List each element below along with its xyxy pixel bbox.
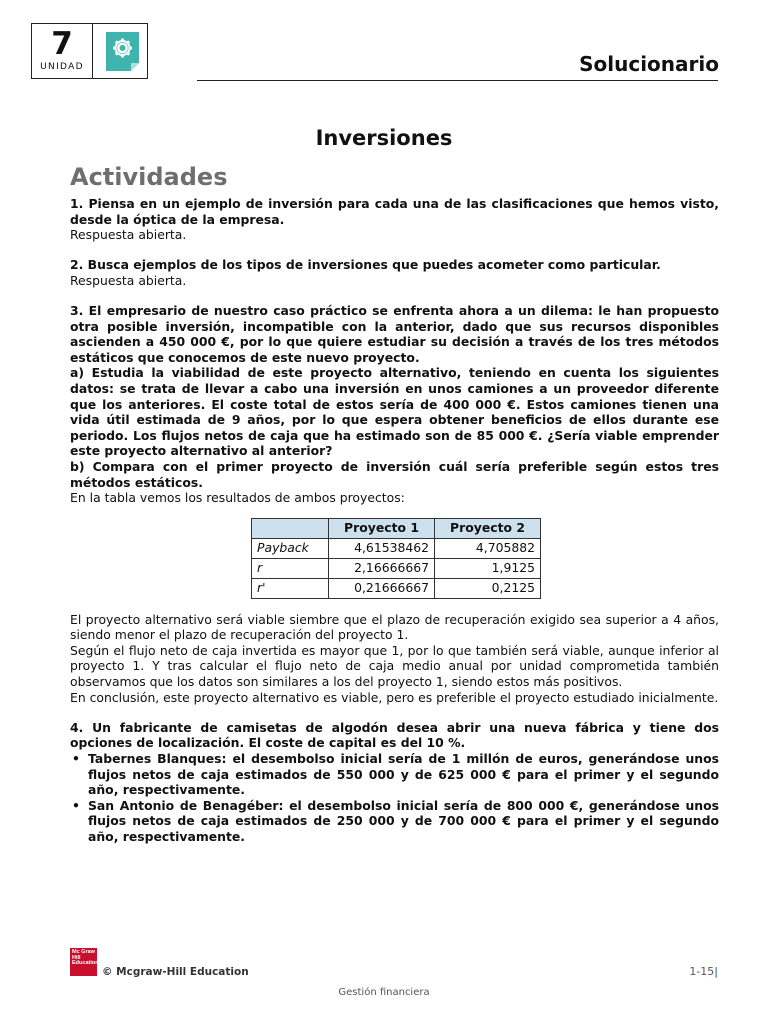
unit-number: 7 [51, 26, 73, 62]
activity-3-answer-1: El proyecto alternativo será viable siembre que el plazo de recuperación exigido sea superior a 4 años, siendo menor el plazo de recuperación del proyecto 1. [70, 611, 719, 643]
activity-3-answer-2: Según el flujo neto de caja invertida es mayor que 1, por lo que también será viable, aunque inferior al proyecto 1. Y tras calcular el flujo neto de caja medio anual por unidad comprometida también observamos que los datos son similares a los del proyecto 1, siendo estos más positivos. [70, 642, 719, 690]
table-cell: 4,705882 [435, 538, 541, 558]
activity-3-question-b: b) Compara con el primer proyecto de inversión cuál sería preferible según estos tres métodos estáticos. [70, 458, 719, 490]
results-table [251, 518, 541, 599]
table-header-cell [252, 518, 329, 538]
unit-badge [31, 23, 148, 79]
table-cell: 1,9125 [435, 558, 541, 578]
table-row-label: r [252, 558, 329, 578]
table-row [252, 538, 541, 558]
table-row [252, 578, 541, 598]
page-title: Inversiones [315, 126, 453, 150]
gear-document-icon [106, 32, 139, 71]
activity-3-question-a: a) Estudia la viabilidad de este proyecto alternativo, teniendo en cuenta los siguientes datos: se trata de llevar a cabo una inversión en unos camiones a un proveedor diferente que los anteriores. El coste total de estos sería de 400 000 €. Estos camiones tienen una vida útil estimada de 9 años, por lo que espera obtener beneficios de ellos durante ese periodo. Los flujos netos de caja que ha estimado son de 85 000 €. ¿Sería viable emprender este proyecto alternativo al anterior? [70, 365, 719, 459]
activity-4-options [70, 751, 719, 845]
section-title: Solucionario [579, 52, 719, 76]
page-number-bar: | [714, 965, 718, 978]
activity-3-table-intro: En la tabla vemos los resultados de ambos proyectos: [70, 490, 405, 506]
table-row-label: r' [252, 578, 329, 598]
activity-1-question: 1. Piensa en un ejemplo de inversión para cada una de las clasificaciones que hemos visto, desde la óptica de la empresa. [70, 196, 719, 227]
logo-text: Mc Graw Hill Education [72, 949, 99, 967]
unit-label: UNIDAD [40, 62, 84, 72]
publisher-credit: © Mcgraw-Hill Education [102, 966, 249, 978]
list-item: • San Antonio de Benagéber: el desembolso inicial sería de 800 000 €, generándose unos flujos netos de caja estimados de 250 000 y de 700 000 € para el primer y el segundo año, respectivamente. [88, 798, 719, 845]
activities-content [70, 196, 719, 845]
subject-footer: Gestión financiera [338, 987, 430, 998]
publisher-logo [70, 948, 97, 976]
section-heading: Actividades [70, 163, 228, 191]
table-cell: 2,16666667 [329, 558, 435, 578]
table-cell: 0,2125 [435, 578, 541, 598]
table-cell: 0,21666667 [329, 578, 435, 598]
activity-3-question-intro: 3. El empresario de nuestro caso práctico se enfrenta ahora a un dilema: le han propuesto otra posible inversión, incompatible con la anterior, dado que sus recursos disponibles ascienden a 450 000 €, por lo que quiere estudiar su decisión a través de los tres métodos estáticos que conocemos de este nuevo proyecto. [70, 302, 719, 365]
page-number-text: 1-15 [689, 965, 715, 978]
table-cell: 4,61538462 [329, 538, 435, 558]
table-row [252, 558, 541, 578]
activity-2-answer: Respuesta abierta. [70, 272, 187, 288]
table-header-cell: Proyecto 1 [329, 518, 435, 538]
activity-3-answer-3: En conclusión, este proyecto alternativo es viable, pero es preferible el proyecto estudiado inicialmente. [70, 689, 719, 705]
activity-1-answer: Respuesta abierta. [70, 227, 187, 243]
list-item: • Tabernes Blanques: el desembolso inicial sería de 1 millón de euros, generándose unos flujos netos de caja estimados de 550 000 y de 625 000 € para el primer y el segundo año, respectivamente. [88, 751, 719, 798]
table-header-cell: Proyecto 2 [435, 518, 541, 538]
activity-2-question: 2. Busca ejemplos de los tipos de inversiones que puedes acometer como particular. [70, 257, 661, 273]
header-rule [197, 80, 718, 81]
unit-number-box [32, 24, 93, 78]
page-number [689, 965, 718, 978]
activity-4-question: 4. Un fabricante de camisetas de algodón desea abrir una nueva fábrica y tiene dos opciones de localización. El coste de capital es del 10 %. [70, 719, 719, 751]
table-header-row [252, 518, 541, 538]
table-row-label: Payback [252, 538, 329, 558]
